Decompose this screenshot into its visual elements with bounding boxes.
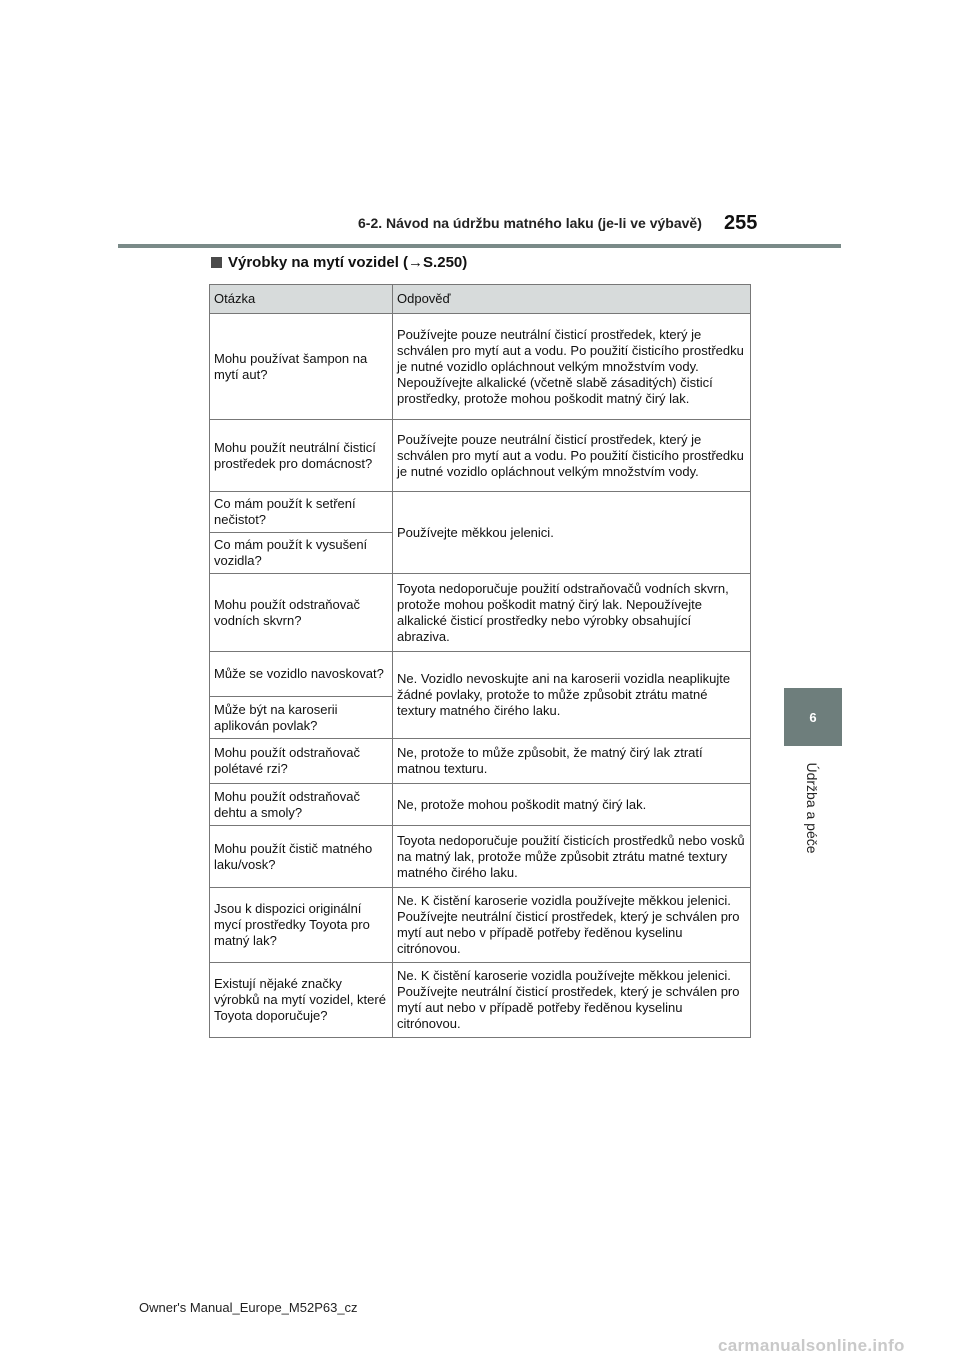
answer-cell: Používejte měkkou jelenici. [393,492,751,574]
square-bullet-icon [211,257,222,268]
table-header-row [210,285,751,314]
question-cell: Co mám použít k setření nečistot? [210,492,393,533]
section-title: 6-2. Návod na údržbu matného laku (je-li ve výbavě) [358,215,702,231]
question-cell: Mohu použít odstraňovač polétavé rzi? [210,739,393,784]
table-row [210,826,751,888]
question-cell: Mohu použít odstraňovač dehtu a smoly? [210,784,393,826]
question-cell: Mohu použít čistič matného laku/vosk? [210,826,393,888]
table-row [210,652,751,697]
answer-cell: Ne. K čistění karoserie vozidla používejte měkkou jelenici. Používejte neutrální čisticí prostředek, který je schválen pro mytí aut nebo v případě potřeby ředěnou kyselinu citrónovou. [393,963,751,1038]
chapter-label: Údržba a péče [804,762,820,854]
chapter-tab[interactable] [784,688,842,746]
footer-manual-id: Owner's Manual_Europe_M52P63_cz [139,1300,358,1315]
question-cell: Může se vozidlo navoskovat? [210,652,393,697]
answer-cell: Toyota nedoporučuje použití čisticích prostředků nebo vosků na matný lak, protože může způsobit ztrátu matné textury matného čirého laku. [393,826,751,888]
table-row [210,888,751,963]
question-cell: Může být na karoserii aplikován povlak? [210,697,393,739]
answer-cell: Používejte pouze neutrální čisticí prostředek, který je schválen pro mytí aut a vodu. Po použití čisticího prostředku je nutné vozidlo opláchnout velkým množstvím vody. [393,420,751,492]
faq-table [209,284,751,1038]
section-heading-text: Výrobky na mytí vozidel (→S.250) [228,254,468,271]
table-row [210,420,751,492]
question-cell: Mohu použít odstraňovač vodních skvrn? [210,574,393,652]
answer-cell: Ne, protože mohou poškodit matný čirý lak. [393,784,751,826]
question-cell: Mohu použít neutrální čisticí prostředek pro domácnost? [210,420,393,492]
table-row [210,739,751,784]
column-header-question: Otázka [210,285,393,314]
answer-cell: Ne. K čistění karoserie vozidla používejte měkkou jelenici. Používejte neutrální čisticí prostředek, který je schválen pro mytí aut nebo v případě potřeby ředěnou kyselinu citrónovou. [393,888,751,963]
table-row [210,314,751,420]
question-cell: Mohu používat šampon na mytí aut? [210,314,393,420]
question-cell: Jsou k dispozici originální mycí prostředky Toyota pro matný lak? [210,888,393,963]
question-cell: Co mám použít k vysušení vozidla? [210,533,393,574]
column-header-answer: Odpověď [393,285,751,314]
answer-cell: Ne. Vozidlo nevoskujte ani na karoserii vozidla neaplikujte žádné povlaky, protože to může způsobit ztrátu matné textury matného čirého laku. [393,652,751,739]
table-row [210,963,751,1038]
table-row [210,574,751,652]
table-row [210,492,751,533]
page-number: 255 [724,212,758,234]
section-heading [211,254,467,271]
watermark: carmanualsonline.info [718,1336,905,1355]
table-row [210,784,751,826]
answer-cell: Toyota nedoporučuje použití odstraňovačů vodních skvrn, protože mohou poškodit matný čirý lak. Nepoužívejte alkalické čisticí prostředky nebo výrobky obsahující abraziva. [393,574,751,652]
answer-cell: Ne, protože to může způsobit, že matný čirý lak ztratí matnou texturu. [393,739,751,784]
header-divider [118,244,841,248]
answer-cell: Používejte pouze neutrální čisticí prostředek, který je schválen pro mytí aut a vodu. Po použití čisticího prostředku je nutné vozidlo opláchnout velkým množstvím vody. Nepoužívejte alkalické (včetně slabě zásaditých) čisticí prostředky, protože mohou poškodit matný čirý lak. [393,314,751,420]
chapter-number: 6 [809,710,817,725]
question-cell: Existují nějaké značky výrobků na mytí vozidel, které Toyota doporučuje? [210,963,393,1038]
